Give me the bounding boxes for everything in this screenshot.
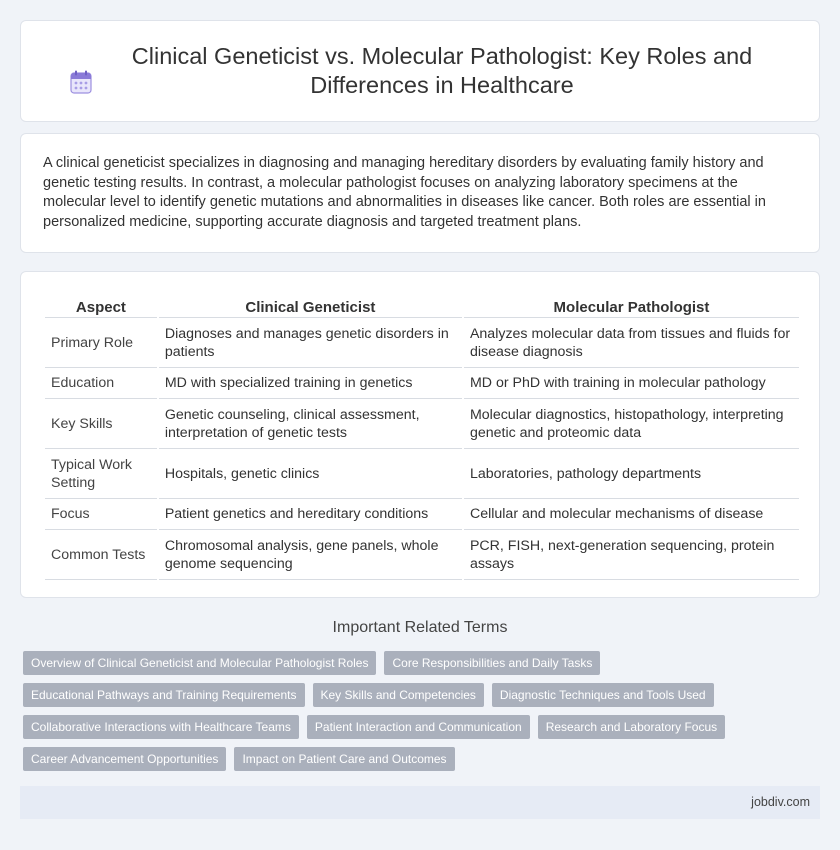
related-term-tag[interactable]: Collaborative Interactions with Healthcare Teams (23, 715, 299, 739)
table-row (45, 449, 799, 499)
table-cell-aspect: Common Tests (45, 530, 157, 580)
header-card (20, 20, 820, 122)
table-row (45, 499, 799, 530)
related-term-tag[interactable]: Patient Interaction and Communication (307, 715, 530, 739)
related-term-tag[interactable]: Career Advancement Opportunities (23, 747, 226, 771)
table-cell-clinical-geneticist: Genetic counseling, clinical assessment, interpretation of genetic tests (159, 399, 462, 449)
table-row (45, 399, 799, 449)
table-cell-clinical-geneticist: Chromosomal analysis, gene panels, whole genome sequencing (159, 530, 462, 580)
footer (20, 786, 820, 819)
footer-site-link[interactable]: jobdiv.com (751, 795, 810, 809)
related-term-tag[interactable]: Key Skills and Competencies (313, 683, 484, 707)
table-cell-clinical-geneticist: Hospitals, genetic clinics (159, 449, 462, 499)
related-term-tag[interactable]: Research and Laboratory Focus (538, 715, 725, 739)
column-header-molecular-pathologist: Molecular Pathologist (464, 294, 799, 318)
table-row (45, 530, 799, 580)
table-cell-molecular-pathologist: Laboratories, pathology departments (464, 449, 799, 499)
table-cell-molecular-pathologist: MD or PhD with training in molecular pathology (464, 368, 799, 399)
related-term-tag[interactable]: Diagnostic Techniques and Tools Used (492, 683, 714, 707)
related-term-tag[interactable]: Impact on Patient Care and Outcomes (234, 747, 454, 771)
related-term-tag[interactable]: Educational Pathways and Training Requirements (23, 683, 305, 707)
table-cell-aspect: Key Skills (45, 399, 157, 449)
table-row (45, 318, 799, 368)
calendar-icon (70, 70, 92, 94)
related-terms-list (23, 651, 813, 771)
table-cell-aspect: Typical Work Setting (45, 449, 157, 499)
table-cell-aspect: Primary Role (45, 318, 157, 368)
intro-card (20, 133, 820, 253)
table-cell-aspect: Education (45, 368, 157, 399)
related-term-tag[interactable]: Core Responsibilities and Daily Tasks (384, 651, 600, 675)
related-term-tag[interactable]: Overview of Clinical Geneticist and Molecular Pathologist Roles (23, 651, 376, 675)
related-terms-heading: Important Related Terms (332, 619, 508, 636)
title-wrap (70, 42, 770, 100)
table-cell-clinical-geneticist: Patient genetics and hereditary conditions (159, 499, 462, 530)
column-header-clinical-geneticist: Clinical Geneticist (159, 294, 462, 318)
table-cell-clinical-geneticist: Diagnoses and manages genetic disorders in patients (159, 318, 462, 368)
page-title: Clinical Geneticist vs. Molecular Pathologist: Key Roles and Differences in Healthcare (131, 43, 753, 98)
table-cell-clinical-geneticist: MD with specialized training in genetics (159, 368, 462, 399)
column-header-aspect: Aspect (45, 294, 157, 318)
table-cell-molecular-pathologist: Cellular and molecular mechanisms of disease (464, 499, 799, 530)
table-cell-aspect: Focus (45, 499, 157, 530)
table-cell-molecular-pathologist: Analyzes molecular data from tissues and fluids for disease diagnosis (464, 318, 799, 368)
table-cell-molecular-pathologist: Molecular diagnostics, histopathology, interpreting genetic and proteomic data (464, 399, 799, 449)
table-header-row (45, 294, 799, 318)
comparison-table (43, 294, 801, 580)
table-row (45, 368, 799, 399)
intro-paragraph: A clinical geneticist specializes in diagnosing and managing hereditary disorders by evaluating family history and genetic testing results. In contrast, a molecular pathologist focuses on analyzing laboratory specimens at the molecular level to identify genetic mutations and abnormalities in diseases like cancer. Both roles are essential in personalized medicine, supporting accurate diagnosis and targeted treatment plans. (43, 155, 766, 230)
comparison-card (20, 271, 820, 598)
table-cell-molecular-pathologist: PCR, FISH, next-generation sequencing, protein assays (464, 530, 799, 580)
